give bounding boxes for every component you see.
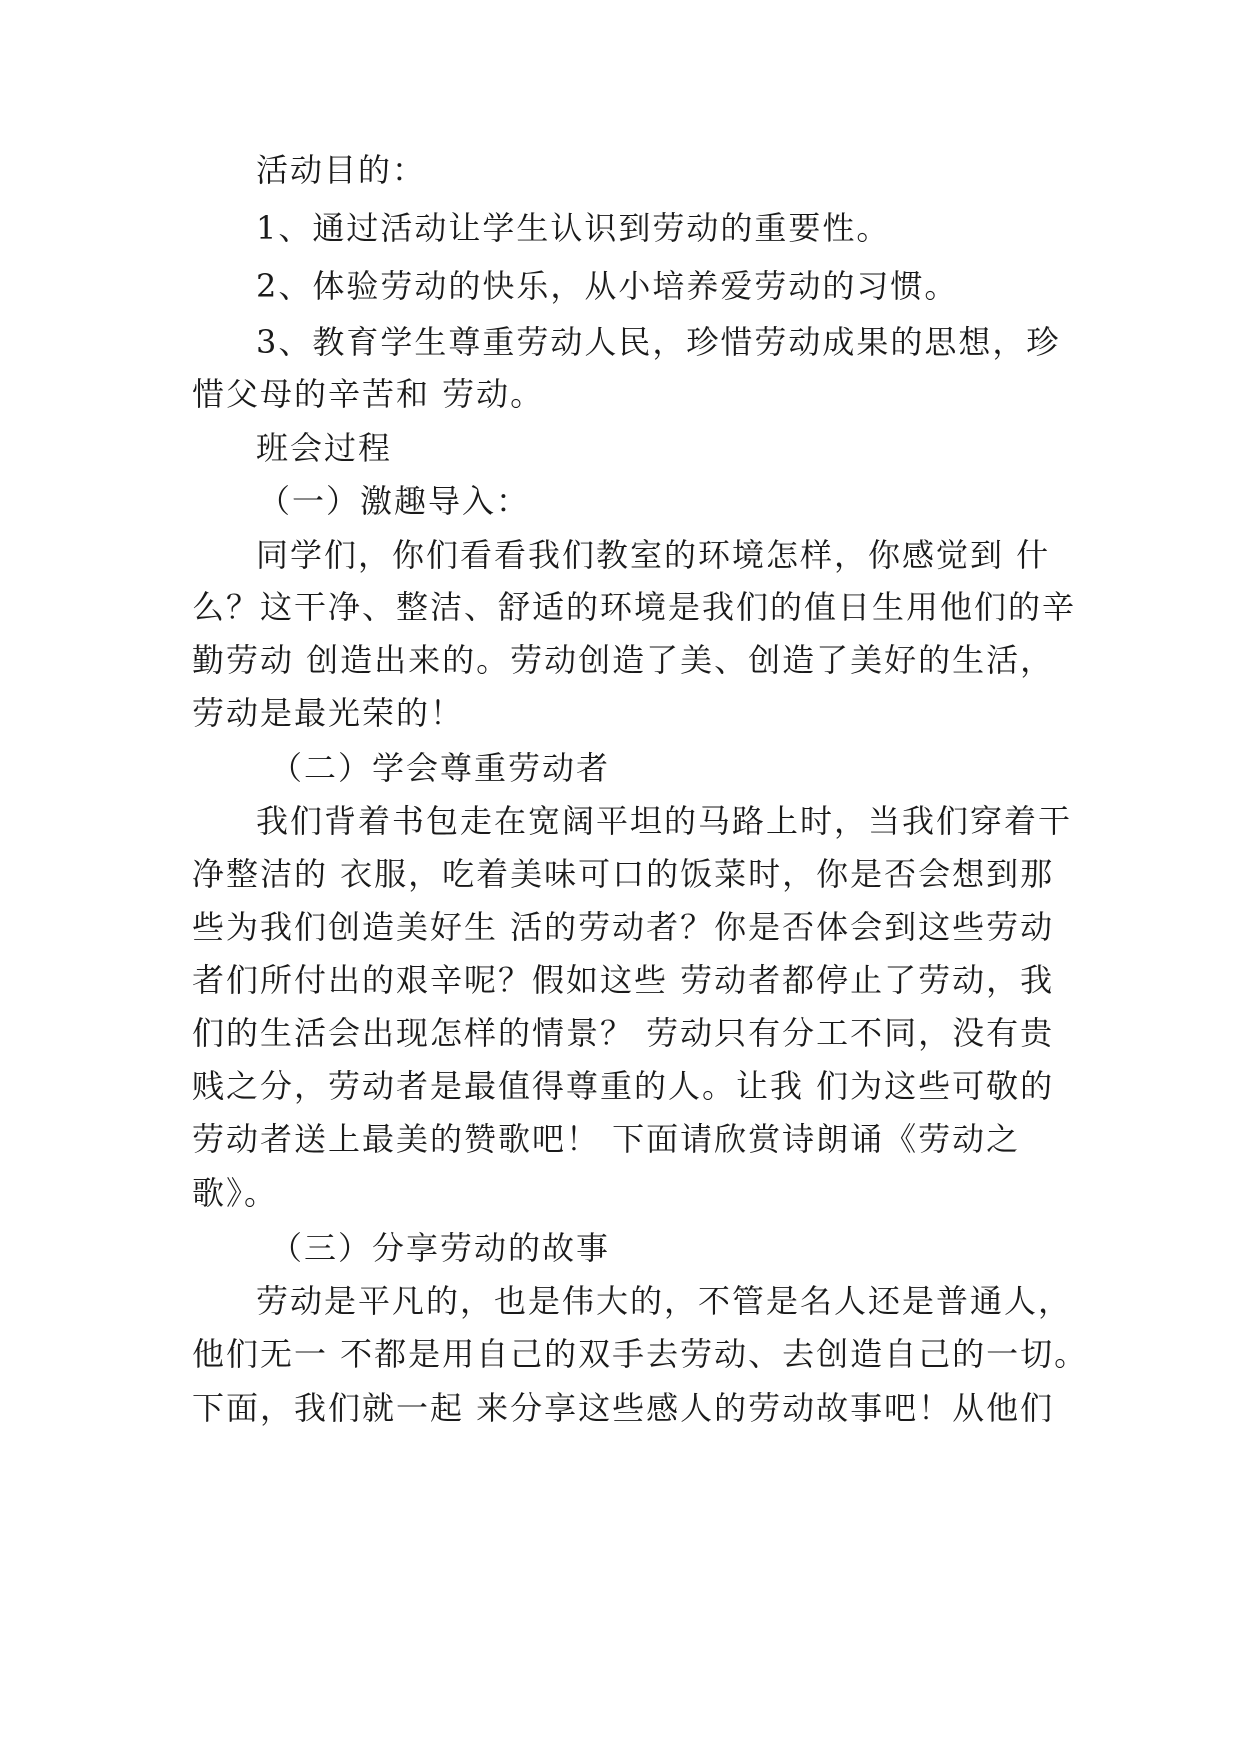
paragraph-line: 1、通过活动让学生认识到劳动的重要性。 [256,209,891,247]
paragraph-line: 劳动是平凡的，也是伟大的，不管是名人还是普通人， [256,1282,1073,1320]
section-heading-1: （一）激趣导入： [258,482,531,520]
paragraph-line: 者们所付出的艰辛呢？假如这些 劳动者都停止了劳动，我 [192,961,1055,999]
paragraph-line: 勤劳动 创造出来的。劳动创造了美、创造了美好的生活， [192,641,1055,679]
paragraph-line: 下面，我们就一起 来分享这些感人的劳动故事吧！从他们 [192,1389,1055,1427]
paragraph-line: 同学们，你们看看我们教室的环境怎样，你感觉到 什 [256,536,1051,574]
paragraph-line: 么？这干净、整洁、舒适的环境是我们的值日生用他们的辛 [192,588,1077,626]
paragraph-line: 劳动者送上最美的赞歌吧！ 下面请欣赏诗朗诵《劳动之 [192,1120,1021,1158]
paragraph-line: 歌》。 [192,1174,279,1212]
paragraph-line: 惜父母的辛苦和 劳动。 [192,375,545,413]
paragraph-line: 贱之分，劳动者是最值得尊重的人。让我 们为这些可敬的 [192,1067,1055,1105]
section-heading-3: （三）分享劳动的故事 [270,1229,611,1267]
paragraph-line: 劳动是最光荣的！ [192,694,465,732]
paragraph-line: 3、教育学生尊重劳动人民，珍惜劳动成果的思想，珍 [256,323,1061,361]
paragraph-line: 我们背着书包走在宽阔平坦的马路上时，当我们穿着干 [256,802,1073,840]
paragraph-line: 2、体验劳动的快乐，从小培养爱劳动的习惯。 [256,267,959,305]
heading-activity-goals: 活动目的： [256,151,427,189]
paragraph-line: 净整洁的 衣服，吃着美味可口的饭菜时，你是否会想到那 [192,855,1055,893]
section-heading-2: （二）学会尊重劳动者 [270,749,611,787]
heading-class-process: 班会过程 [256,429,393,467]
paragraph-line: 们的生活会出现怎样的情景？ 劳动只有分工不同，没有贵 [192,1014,1055,1052]
paragraph-line: 些为我们创造美好生 活的劳动者？你是否体会到这些劳动 [192,908,1055,946]
paragraph-line: 他们无一 不都是用自己的双手去劳动、去创造自己的一切。 [192,1335,1089,1373]
